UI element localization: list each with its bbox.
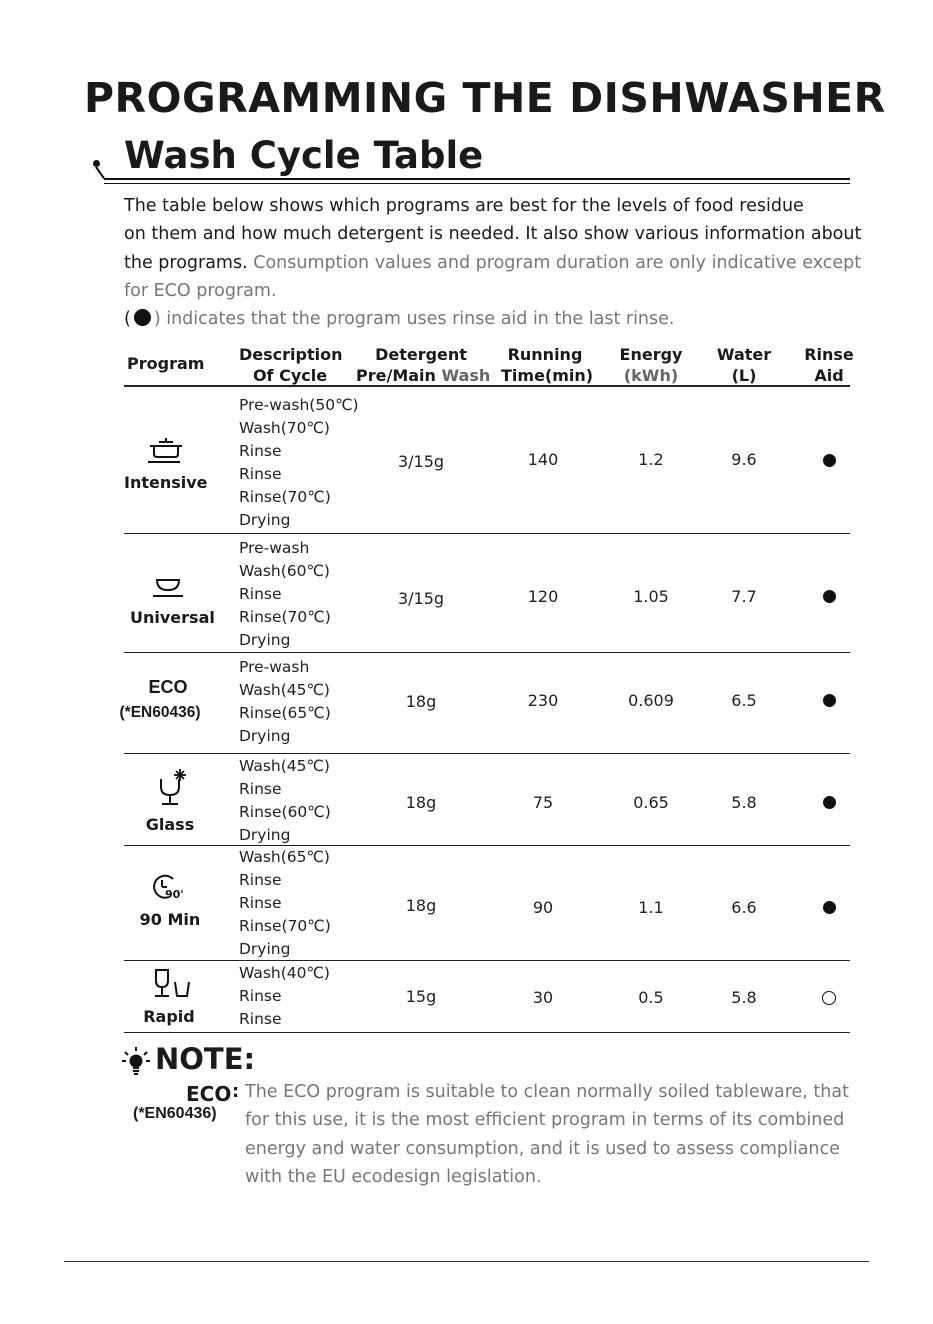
time-value: 230 — [527, 691, 559, 710]
rinse-aid-dot-icon — [823, 694, 836, 707]
header-description-line1: Description — [239, 345, 343, 364]
page-title: PROGRAMMING THE DISHWASHER — [84, 74, 886, 122]
row-divider — [124, 960, 850, 961]
cycle-step: Rinse — [239, 442, 282, 460]
header-energy-line1: Energy — [619, 345, 683, 364]
header-detergent-line2 — [356, 365, 491, 386]
title-rule-thick — [104, 178, 850, 180]
note-line-4: with the EU ecodesign legislation. — [245, 1167, 542, 1187]
time-value: 75 — [532, 793, 554, 812]
cycle-step: Drying — [239, 511, 291, 529]
header-description — [239, 344, 343, 386]
cycle-step: Wash(60℃) — [239, 562, 330, 580]
detergent-value: 18g — [405, 793, 437, 812]
water-value: 6.5 — [731, 691, 757, 710]
universal-bowl-icon — [150, 576, 186, 602]
rinse-aid-dot-icon — [823, 796, 836, 809]
note-line-3: energy and water consumption, and it is used to assess compliance — [245, 1139, 840, 1159]
header-water — [712, 344, 776, 386]
program-name: Universal — [130, 608, 215, 627]
note-colon: : — [232, 1081, 240, 1102]
cycle-step: Rinse — [239, 894, 282, 912]
program-name: Rapid — [143, 1007, 195, 1026]
cycle-step: Wash(65℃) — [239, 848, 330, 866]
cycle-steps — [239, 656, 331, 748]
program-name: ECO — [148, 677, 188, 697]
clock-90-icon — [149, 871, 191, 903]
legend-open-paren: ( — [124, 309, 131, 329]
program-standard: (*EN60436) — [119, 704, 201, 721]
row-divider — [124, 845, 850, 846]
note-title: NOTE: — [155, 1042, 256, 1076]
energy-value: 1.1 — [638, 898, 664, 917]
row-divider — [124, 753, 850, 754]
cycle-steps — [239, 537, 331, 652]
note-eco-label: ECO — [186, 1082, 232, 1106]
header-energy — [615, 344, 687, 386]
cycle-step: Drying — [239, 631, 291, 649]
detergent-value: 3/15g — [397, 452, 445, 471]
row-divider — [124, 1032, 850, 1033]
cycle-step: Wash(40℃) — [239, 964, 330, 982]
program-name: Intensive — [124, 473, 208, 492]
note-standard-label: (*EN60436) — [133, 1105, 217, 1122]
cycle-step: Rinse — [239, 987, 282, 1005]
cycle-step: Drying — [239, 826, 291, 844]
time-value: 30 — [532, 988, 554, 1007]
header-description-line2: Of Cycle — [252, 366, 328, 385]
header-rinse-line2: Aid — [814, 366, 844, 385]
header-water-line1: Water — [716, 345, 772, 364]
detergent-value: 18g — [405, 692, 437, 711]
rinse-aid-legend — [124, 309, 674, 329]
detergent-value: 18g — [405, 896, 437, 915]
cycle-steps — [239, 962, 330, 1031]
cycle-step: Rinse(70℃) — [239, 608, 331, 626]
rapid-glass-cup-icon — [151, 967, 195, 1001]
header-detergent-line1: Detergent — [375, 345, 467, 364]
program-name: 90 Min — [139, 910, 201, 929]
time-value: 90 — [532, 898, 554, 917]
water-value: 7.7 — [731, 587, 757, 606]
energy-value: 0.5 — [638, 988, 664, 1007]
note-line-1: The ECO program is suitable to clean normally soiled tableware, that — [245, 1082, 849, 1102]
cycle-step: Rinse — [239, 465, 282, 483]
cycle-step: Pre-wash(50℃) — [239, 396, 359, 414]
cycle-step: Drying — [239, 727, 291, 745]
cycle-step: Rinse — [239, 871, 282, 889]
energy-value: 1.05 — [633, 587, 669, 606]
rinse-aid-empty-icon — [822, 991, 836, 1005]
cycle-step: Rinse(65℃) — [239, 704, 331, 722]
cycle-step: Pre-wash — [239, 658, 310, 676]
intro-line-4: for ECO program. — [124, 281, 277, 301]
intro-line-1: The table below shows which programs are best for the levels of food residue — [124, 196, 804, 216]
time-value: 120 — [527, 587, 559, 606]
header-detergent-wash: Wash — [441, 366, 491, 385]
cycle-step: Wash(45℃) — [239, 757, 330, 775]
header-running-line2: Time(min) — [501, 366, 594, 385]
rinse-aid-dot-icon — [823, 454, 836, 467]
cycle-step: Wash(45℃) — [239, 681, 330, 699]
cycle-step: Wash(70℃) — [239, 419, 330, 437]
cycle-step: Rinse(60℃) — [239, 803, 331, 821]
program-name: Glass — [145, 815, 195, 834]
intro-line-2: on them and how much detergent is needed. It also show various information about — [124, 224, 862, 244]
footer-rule — [64, 1261, 869, 1262]
water-value: 5.8 — [731, 793, 757, 812]
glass-icon — [157, 769, 189, 809]
cycle-steps — [239, 755, 331, 847]
intro-line-3 — [124, 253, 861, 273]
detergent-value: 3/15g — [397, 589, 445, 608]
header-detergent-pre-main: Pre/Main — [356, 366, 436, 385]
clock-90-label: 90' — [165, 888, 184, 901]
header-rinse-line1: Rinse — [804, 345, 854, 364]
rinse-aid-dot-icon — [823, 901, 836, 914]
cycle-step: Rinse — [239, 1010, 282, 1028]
section-title: Wash Cycle Table — [124, 134, 484, 177]
detergent-value: 15g — [405, 987, 437, 1006]
cycle-step: Pre-wash — [239, 539, 310, 557]
header-running-time — [501, 344, 594, 386]
cycle-step: Rinse — [239, 585, 282, 603]
legend-text: ) indicates that the program uses rinse aid in the last rinse. — [153, 309, 675, 329]
water-value: 6.6 — [731, 898, 757, 917]
row-divider — [124, 652, 850, 653]
energy-value: 0.65 — [633, 793, 669, 812]
rinse-aid-dot-icon — [823, 590, 836, 603]
note-line-2: for this use, it is the most efficient program in terms of its combined — [245, 1110, 845, 1130]
rinse-aid-dot-icon — [134, 309, 151, 326]
header-rule — [124, 385, 850, 387]
energy-value: 0.609 — [628, 691, 674, 710]
cycle-step: Rinse — [239, 780, 282, 798]
cycle-steps — [239, 394, 359, 532]
water-value: 5.8 — [731, 988, 757, 1007]
cycle-step: Drying — [239, 940, 291, 958]
energy-value: 1.2 — [638, 450, 664, 469]
intro-line-3-grey: Consumption values and program duration are only indicative except — [247, 253, 862, 273]
header-rinse-aid — [802, 344, 856, 386]
header-detergent — [356, 344, 491, 386]
lightbulb-icon — [122, 1046, 150, 1076]
cycle-steps — [239, 846, 331, 961]
header-running-line1: Running — [507, 345, 583, 364]
header-energy-line2: (kWh) — [623, 366, 679, 385]
time-value: 140 — [527, 450, 559, 469]
water-value: 9.6 — [731, 450, 757, 469]
header-water-line2: (L) — [731, 366, 757, 385]
row-divider — [124, 533, 850, 534]
intro-line-3-dark: the programs. — [124, 253, 248, 273]
cycle-step: Rinse(70℃) — [239, 488, 331, 506]
cycle-step: Rinse(70℃) — [239, 917, 331, 935]
title-rule-thin — [104, 183, 850, 184]
intensive-pot-icon — [146, 436, 186, 466]
header-program: Program — [127, 354, 205, 373]
